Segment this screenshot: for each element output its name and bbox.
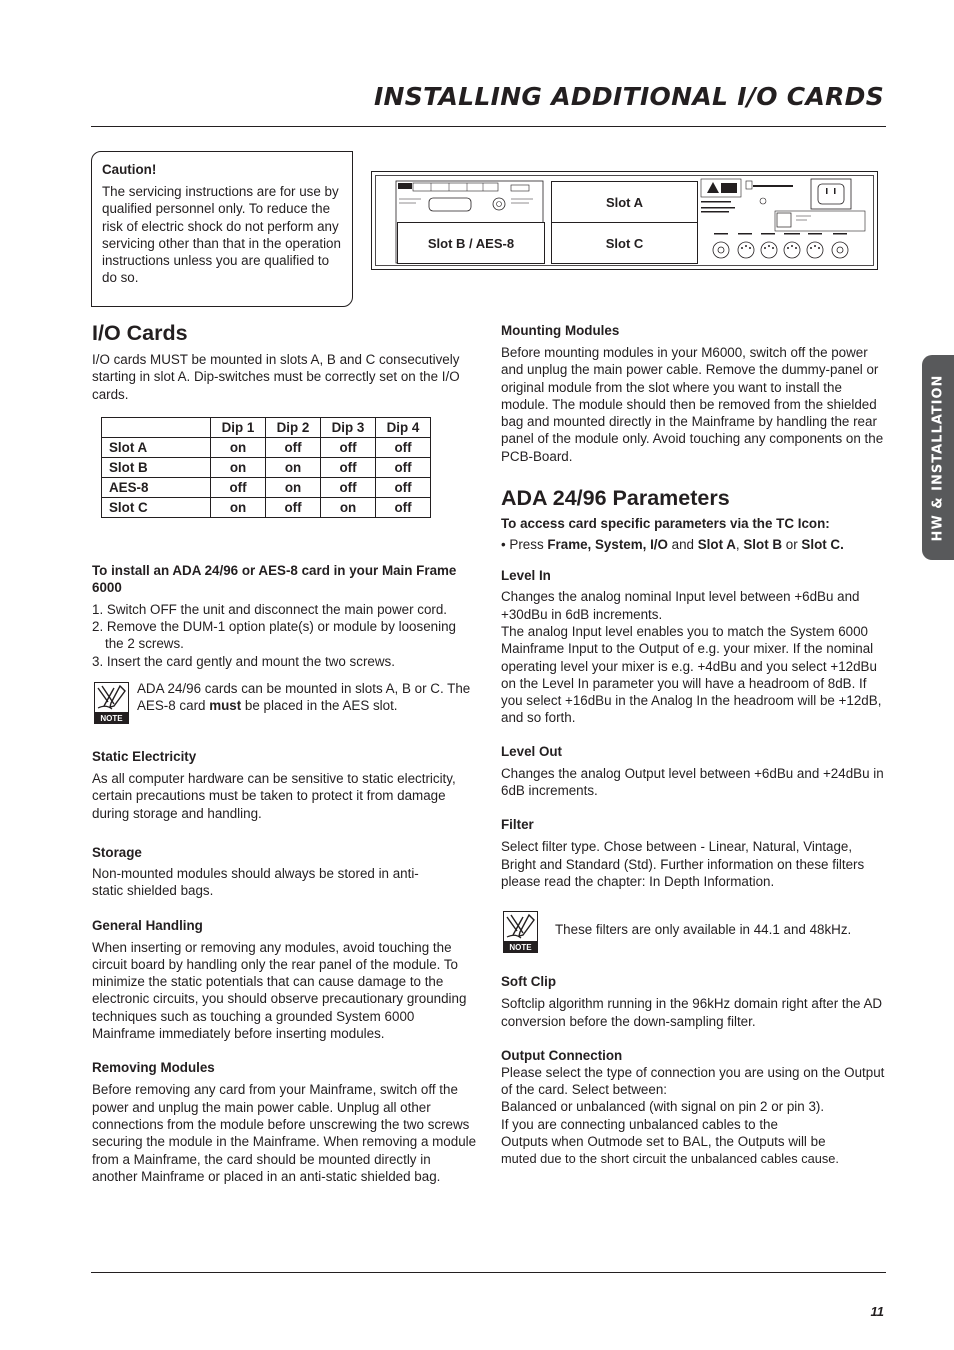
header-rule <box>91 126 886 127</box>
level-out-heading: Level Out <box>501 743 563 759</box>
footer-rule <box>91 1272 886 1273</box>
list-item: 2. Remove the DUM-1 option plate(s) or module by loosening the 2 screws. <box>92 619 456 652</box>
table-cell: Slot A <box>102 437 211 457</box>
list-item: 1. Switch OFF the unit and disconnect the main power cord. <box>92 601 448 617</box>
level-in-heading: Level In <box>501 568 551 584</box>
bullet-slot-c: Slot C. <box>801 537 844 553</box>
table-cell: Slot B <box>102 457 211 477</box>
table-cell: off <box>211 477 266 497</box>
io-cards-intro: I/O cards MUST be mounted in slots A, B and C consecutively starting in slot A. Dip-switches must be correctly set on the I/O cards. <box>92 352 460 402</box>
install-note <box>92 680 477 728</box>
table-cell: off <box>266 437 321 457</box>
page-number: 11 <box>870 1304 884 1319</box>
table-cell: Slot C <box>102 497 211 517</box>
table-header-cell: Dip 1 <box>211 417 266 437</box>
soft-clip-heading: Soft Clip <box>501 974 557 990</box>
bullet-slot-b: Slot B <box>743 537 783 553</box>
bullet-text: or <box>782 537 802 553</box>
table-row <box>102 457 431 477</box>
table-cell: off <box>321 477 376 497</box>
level-in-text-1: Changes the analog nominal Input level between +6dBu and +30dBu in 6dB increments. <box>501 589 860 622</box>
caution-text: The servicing instructions are for use by qualified personnel only. To reduce the risk of electric shock do not perform any servicing other than that in the operation instructions unless you are qualified to do so. <box>102 184 341 286</box>
ada-access: To access card specific parameters via the TC Icon: <box>501 516 830 532</box>
bullet-path: Frame, System, I/O <box>547 537 668 553</box>
static-text: As all computer hardware can be sensitive to static electricity, certain precautions must be taken to protect it from damage during storage and handling. <box>92 771 456 821</box>
table-cell: AES-8 <box>102 477 211 497</box>
output-line-5: muted due to the short circuit the unbalanced cables cause. <box>501 1151 839 1167</box>
dip-switch-table <box>101 417 431 518</box>
table-cell: off <box>321 457 376 477</box>
filter-text: Select filter type. Chose between - Linear, Natural, Vintage, Bright and Standard (Std). Further information on these filters please read the chapter: In Depth Information. <box>501 839 865 889</box>
bullet-slot-a: Slot A <box>697 537 736 553</box>
list-item: 3. Insert the card gently and mount the two screws. <box>92 653 395 669</box>
slot-b-aes8-box: Slot B / AES-8 <box>397 222 545 264</box>
note-text-bold: must <box>209 698 242 714</box>
table-cell: on <box>211 457 266 477</box>
table-header-row <box>102 417 431 437</box>
table-row <box>102 497 431 517</box>
filter-heading: Filter <box>501 817 534 833</box>
slot-a-box: Slot A <box>551 181 698 223</box>
output-line-3: If you are connecting unbalanced cables to the <box>501 1116 778 1132</box>
ada-heading: ADA 24/96 Parameters <box>501 486 730 511</box>
table-cell: on <box>266 477 321 497</box>
table-cell: off <box>321 437 376 457</box>
removing-heading: Removing Modules <box>92 1060 215 1076</box>
handling-text: When inserting or removing any modules, avoid touching the circuit board by handling only the rear panel of the module. To minimize the static potentials that can cause damage to the electronic circuits, you should observe precautionary grounding techniques such as touching a grounded System 6000 Mainframe immediately before inserting modules. <box>92 939 467 1042</box>
note-text-part: be placed in the AES slot. <box>241 698 398 714</box>
output-line-2: Balanced or unbalanced (with signal on pin 2 or pin 3). <box>501 1099 825 1115</box>
table-cell: on <box>211 497 266 517</box>
note-icon-label: NOTE <box>509 943 532 953</box>
soft-clip-text: Softclip algorithm running in the 96kHz domain right after the AD conversion before the down-sampling filter. <box>501 996 883 1029</box>
page-title: INSTALLING ADDITIONAL I/O CARDS <box>373 82 884 111</box>
filter-note <box>501 911 889 955</box>
handling-heading: General Handling <box>92 917 203 933</box>
rear-panel-illustration <box>371 171 878 270</box>
table-header-cell: Dip 4 <box>376 417 431 437</box>
note-text-part: ADA 24/96 cards can be mounted in slots A, B or C. The AES-8 card <box>137 681 471 714</box>
table-cell: off <box>266 497 321 517</box>
ada-bullet <box>501 536 889 553</box>
storage-heading: Storage <box>92 844 142 860</box>
table-cell: off <box>376 457 431 477</box>
table-cell: off <box>376 437 431 457</box>
section-side-tab <box>922 355 954 560</box>
bullet-text: and <box>667 537 698 553</box>
storage-text: Non-mounted modules should always be stored in anti-static shielded bags. <box>92 865 419 899</box>
install-steps <box>92 601 477 670</box>
slot-c-box: Slot C <box>551 222 698 264</box>
removing-text: Before removing any card from your Mainframe, switch off the power and unplug the main power cable. Unplug all other connections from the module before unscrewing the two screws securing the module in the Mainframe. When removing a module from a Mainframe, the card should be mounted directly in another Mainframe or placed in an anti-static shielded bag. <box>92 1082 477 1184</box>
output-heading: Output Connection <box>501 1047 623 1063</box>
output-line-4: Outputs when Outmode set to BAL, the Outputs will be <box>501 1134 826 1150</box>
table-cell: on <box>266 457 321 477</box>
io-cards-heading: I/O Cards <box>92 321 188 345</box>
install-note-text <box>137 680 482 715</box>
table-cell: on <box>321 497 376 517</box>
table-header-cell: Dip 3 <box>321 417 376 437</box>
table-cell: on <box>211 437 266 457</box>
note-icon <box>94 682 129 724</box>
table-row <box>102 477 431 497</box>
table-cell: off <box>376 477 431 497</box>
caution-title: Caution! <box>102 162 157 177</box>
note-icon <box>503 911 538 953</box>
level-in-text-2: The analog Input level enables you to match the System 6000 Mainframe Input to the Output of e.g. your mixer. If the nominal operating level your mixer is e.g. +4dBu and you select +12dBu on the Level In parameter you will have a headroom of 8dB. If you select +16dBu in the Analog In the headroom will be +12dB, and so forth. <box>501 623 882 726</box>
left-column <box>92 320 477 1185</box>
mounting-heading: Mounting Modules <box>501 323 620 338</box>
note-icon-label: NOTE <box>100 714 123 724</box>
mounting-text: Before mounting modules in your M6000, switch off the power and unplug the main power cable. Remove the dummy-panel or original module from the slot where you want to install the module. The module should then be removed from the shielded bag and mounted directly in the Mainframe by handling the rear panel of the module only. Avoid touching any components on the PCB-Board. <box>501 345 884 464</box>
right-column <box>501 322 889 1168</box>
table-row <box>102 437 431 457</box>
bullet-text: , <box>735 537 744 553</box>
table-header-cell: Dip 2 <box>266 417 321 437</box>
bullet-text: • Press <box>501 537 548 553</box>
table-header-cell <box>102 417 211 437</box>
filter-note-text: These filters are only available in 44.1 and 48kHz. <box>555 922 852 938</box>
table-cell: off <box>376 497 431 517</box>
side-tab-label: HW & INSTALLATION <box>930 374 946 541</box>
install-heading: To install an ADA 24/96 or AES-8 card in your Main Frame 6000 <box>92 562 457 595</box>
output-line-1: Please select the type of connection you are using on the Output of the card. Select between: <box>501 1064 885 1098</box>
caution-box <box>91 151 353 307</box>
level-out-text: Changes the analog Output level between +6dBu and +24dBu in 6dB increments. <box>501 765 884 799</box>
static-heading: Static Electricity <box>92 749 197 765</box>
